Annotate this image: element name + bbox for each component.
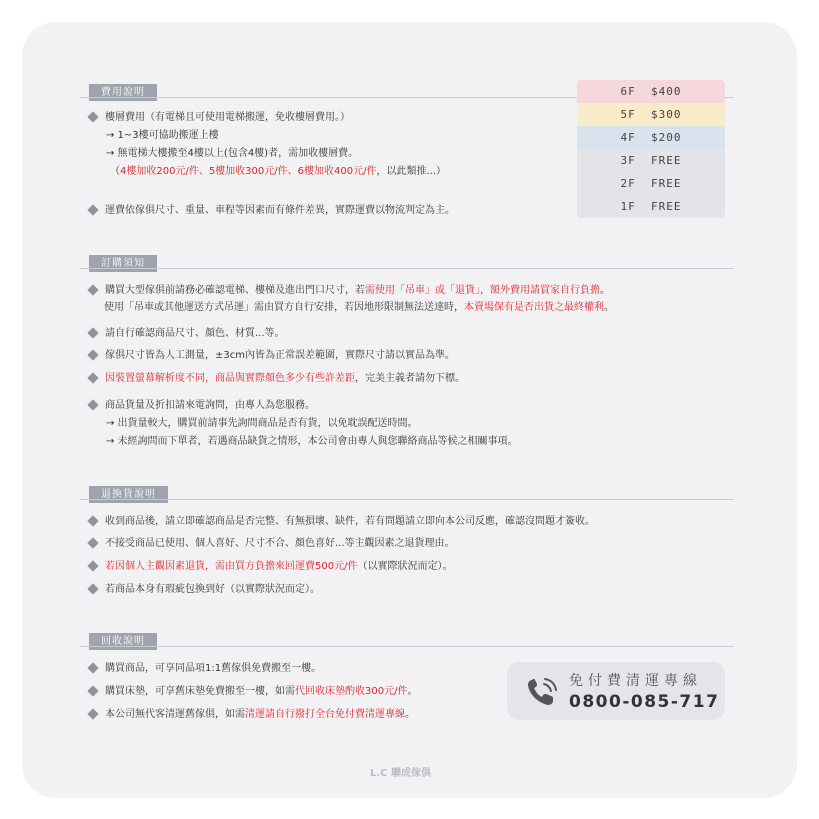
hotline-number[interactable]: 0800-085-717 — [569, 692, 720, 712]
floor-price: FREE — [651, 177, 682, 190]
text-part: 購買大型傢俱前請務必確認電梯、樓梯及進出門口尺寸，若 — [105, 285, 365, 296]
text-red: 因裝置螢幕解析度不同，商品與實際顏色多少有些許差距 — [105, 373, 355, 384]
diamond-bullet-icon — [87, 515, 98, 526]
text-part: ，完美主義者請勿下標。 — [355, 373, 465, 384]
floor-label: 1F — [620, 200, 636, 213]
returns-divider — [80, 499, 734, 500]
sub-item: → 無電梯大樓搬至4樓以上(包含4樓)者，需加收樓層費。 — [106, 148, 359, 159]
floor-row — [577, 103, 725, 126]
diamond-bullet-icon — [87, 560, 98, 571]
sub-item: → 出貨量較大，購買前請事先詢問商品是否有貨，以免耽誤配送時間。 — [106, 418, 418, 429]
text-red: 清運請自行撥打全台免付費清運專線 — [245, 709, 405, 720]
text-red: 本賣場保有是否出貨之最終權利 — [464, 302, 604, 313]
note-red: 4樓加收200元/件、5樓加收300元/件、6樓加收400元/件 — [120, 166, 377, 177]
text-part: 。 — [405, 709, 415, 720]
item-text: 商品貨量及折扣請來電詢問，由專人為您服務。 — [105, 400, 315, 411]
hotline-label: 免付費清運專線 — [569, 673, 702, 689]
text-red: 若因個人主觀因素退貨，需由買方負擔來回運費500元/件 — [105, 561, 358, 572]
floor-price: $400 — [651, 85, 682, 98]
text-red: 代回收床墊酌收300元/件 — [295, 686, 408, 697]
text-part: 。 — [407, 686, 418, 697]
diamond-bullet-icon — [87, 583, 98, 594]
diamond-bullet-icon — [87, 662, 98, 673]
floor-row — [577, 149, 725, 172]
diamond-bullet-icon — [87, 537, 98, 548]
order-title: 訂購須知 — [89, 255, 157, 272]
sub-item: → 未經詢問而下單者，若遇商品缺貨之情形，本公司會由專人與您聯絡商品等候之相關事項。 — [106, 436, 518, 447]
diamond-bullet-icon — [87, 349, 98, 360]
item-text — [105, 684, 417, 699]
item-text — [105, 559, 452, 574]
fees-title: 費用說明 — [89, 84, 157, 101]
item-text — [105, 707, 415, 722]
item-text: 樓層費用（有電梯且可使用電梯搬運，免收樓層費用。） — [105, 112, 350, 123]
info-card — [22, 22, 797, 798]
order-divider — [80, 268, 734, 269]
floor-label: 3F — [620, 154, 636, 167]
floor-label: 2F — [620, 177, 636, 190]
item-text — [105, 283, 610, 298]
text-part: （以實際狀況而定）。 — [357, 561, 453, 572]
item-text: 不接受商品已使用、個人喜好、尺寸不合、顏色喜好...等主觀因素之退貨理由。 — [105, 538, 455, 549]
diamond-bullet-icon — [87, 399, 98, 410]
diamond-bullet-icon — [87, 327, 98, 338]
diamond-bullet-icon — [87, 685, 98, 696]
floor-label: 4F — [620, 131, 636, 144]
floor-label: 5F — [620, 108, 636, 121]
diamond-bullet-icon — [87, 372, 98, 383]
sub-item: → 1~3樓可協助搬運上樓 — [106, 130, 219, 141]
text-red: 需使用「吊車」或「退貨」，額外費用請買家自行負擔 — [365, 285, 600, 296]
floor-row — [577, 195, 725, 218]
text-part: 使用「吊車或其他運送方式吊運」需由買方自行安排，若因地形限制無法送達時， — [104, 302, 464, 313]
recycle-title: 回收說明 — [89, 633, 157, 650]
floor-price: $200 — [651, 131, 682, 144]
item-text — [105, 371, 465, 386]
floor-row — [577, 80, 725, 103]
item-text: 運費依傢俱尺寸、重量、車程等因素而有條件差異，實際運費以物流判定為主。 — [105, 205, 455, 216]
floor-price: FREE — [651, 154, 682, 167]
hotline-box[interactable] — [507, 662, 725, 720]
text-part: 。 — [600, 285, 610, 296]
text-part: 本公司無代客清運舊傢俱，如需 — [105, 709, 245, 720]
item-text: 收到商品後，請立即確認商品是否完整、有無損壞、缺件，若有問題請立即向本公司反應，確認沒問題才簽收。 — [105, 516, 595, 527]
note-close: ，以此類推...） — [376, 166, 447, 177]
item-text: 購買商品，可享同品項1:1舊傢俱免費搬至一樓。 — [105, 663, 322, 674]
brand-logo: L.C 聯成傢俱 — [370, 768, 431, 779]
diamond-bullet-icon — [87, 284, 98, 295]
floor-label: 6F — [620, 85, 636, 98]
text-part: 。 — [604, 302, 614, 313]
sub-item — [104, 300, 614, 315]
floor-row — [577, 172, 725, 195]
floor-price: $300 — [651, 108, 682, 121]
floor-row — [577, 126, 725, 149]
phone-icon — [525, 675, 559, 709]
recycle-divider — [80, 646, 734, 647]
item-text: 傢俱尺寸皆為人工測量，±3cm內皆為正常誤差範圍，實際尺寸請以實品為準。 — [105, 350, 455, 361]
floor-fee-table — [577, 80, 725, 218]
item-text: 若商品本身有瑕疵包換到好（以實際狀況而定）。 — [105, 584, 320, 595]
floor-fee-note — [110, 164, 446, 179]
floor-price: FREE — [651, 200, 682, 213]
diamond-bullet-icon — [87, 708, 98, 719]
diamond-bullet-icon — [87, 204, 98, 215]
returns-title: 退換貨說明 — [89, 486, 168, 503]
text-part: 購買床墊，可享舊床墊免費搬至一樓，如需 — [105, 686, 295, 697]
item-text: 請自行確認商品尺寸、顏色、材質...等。 — [105, 328, 285, 339]
diamond-bullet-icon — [87, 111, 98, 122]
note-open: （ — [110, 166, 120, 177]
